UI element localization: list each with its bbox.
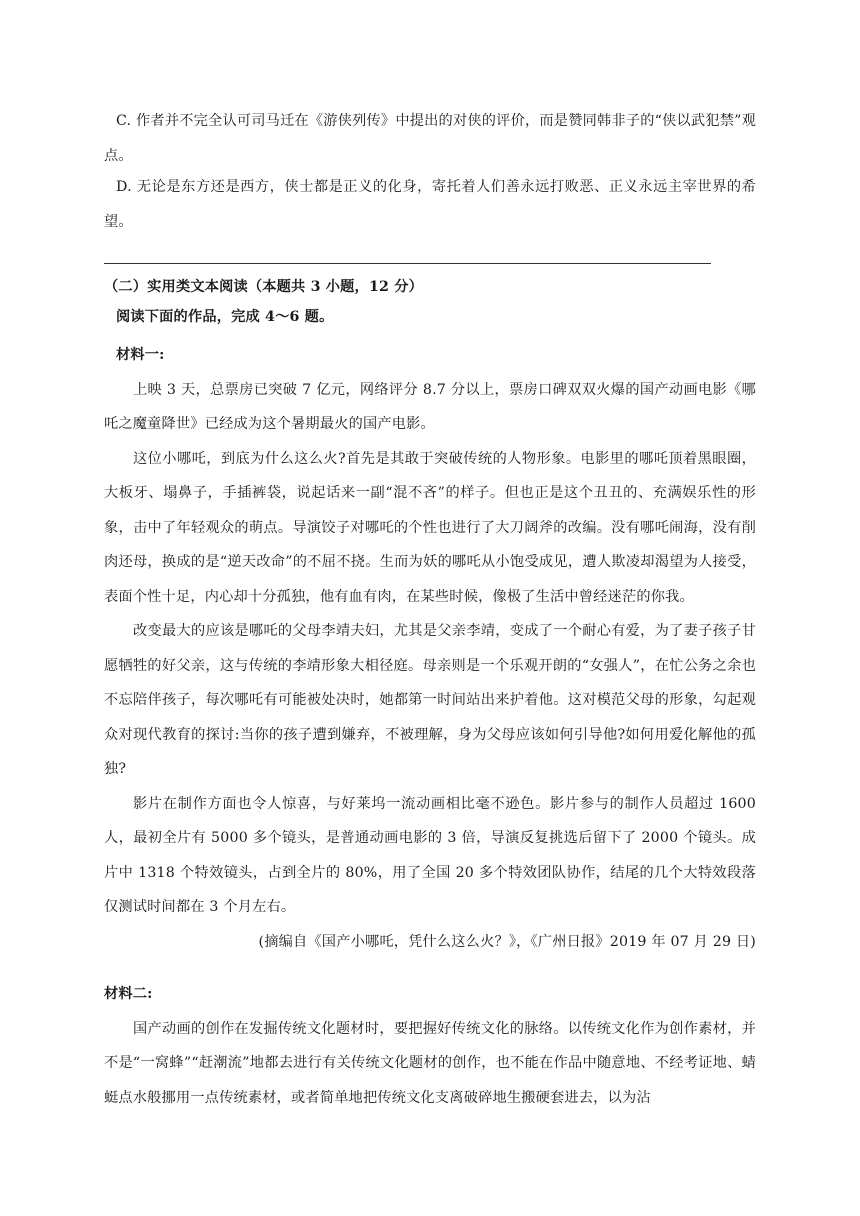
material-two-heading: 材料二: [104,986,153,1002]
material-one [104,338,756,959]
option-d [104,170,756,239]
material-one-source: (摘编自《国产小哪吒，凭什么这么火？》，《广州日报》2019 年 07 月 29 日) [258,933,756,950]
material-one-heading: 材料一: [116,347,165,363]
material-one-paragraph: 影片在制作方面也令人惊喜，与好莱坞一流动画相比毫不逊色。影片参与的制作人员超过 1600 人，最初全片有 5000 多个镜头，是普通动画电影的 3 倍，导演反复挑选后留下了 2000 个镜头。成片中 1318 个特效镜头，占到全片的 80%，用了全国 20 多个特效团队协作，结尾的几个大特效段落仅测试时间都在 3 个月左右。 [104,795,756,915]
section-instruction: 阅读下面的作品，完成 4～6 题。 [116,309,334,325]
section-title: （二）实用类文本阅读（本题共 3 小题，12 分） [104,279,423,295]
option-c-label: C. [116,113,132,129]
option-d-text [104,170,756,239]
section-header [104,272,756,332]
material-two [104,977,756,1115]
material-one-paragraph: 上映 3 天，总票房已突破 7 亿元，网络评分 8.7 分以上，票房口碑双双火爆的国产动画电影《哪吒之魔童降世》已经成为这个暑期最火的国产电影。 [104,381,756,432]
option-c [104,104,756,173]
option-d-label: D. [116,179,132,195]
option-c-body: 作者并不完全认可司马迁在《游侠列传》中提出的对侠的评价，而是赞同韩非子的“侠以武犯禁”观点。 [104,113,756,164]
option-c-text [104,104,756,173]
material-one-paragraph: 改变最大的应该是哪吒的父母李靖夫妇，尤其是父亲李靖，变成了一个耐心有爱，为了妻子孩子甘愿牺牲的好父亲，这与传统的李靖形象大相径庭。母亲则是一个乐观开朗的“女强人”，在忙公务之余也不忘陪伴孩子，每次哪吒有可能被处决时，她都第一时间站出来护着他。这对模范父母的形象，勾起观众对现代教育的探讨:当你的孩子遭到嫌弃，不被理解，身为父母应该如何引导他?如何用爱化解他的孤独? [104,623,756,777]
horizontal-divider [104,263,711,264]
material-two-paragraph: 国产动画的创作在发掘传统文化题材时，要把握好传统文化的脉络。以传统文化作为创作素材，并不是“一窝蜂”“赶潮流”地都去进行有关传统文化题材的创作，也不能在作品中随意地、不经考证地、蜻蜓点水般挪用一点传统素材，或者简单地把传统文化支离破碎地生搬硬套进去，以为沾 [104,1020,756,1106]
option-d-body: 无论是东方还是西方，侠士都是正义的化身，寄托着人们善永远打败恶、正义永远主宰世界的希望。 [104,179,756,230]
material-one-paragraph: 这位小哪吒，到底为什么这么火?首先是其敢于突破传统的人物形象。电影里的哪吒顶着黑眼圈，大板牙、塌鼻子，手插裤袋，说起话来一副“混不吝”的样子。但也正是这个丑丑的、充满娱乐性的形象，击中了年轻观众的萌点。导演饺子对哪吒的个性也进行了大刀阔斧的改编。没有哪吒闹海，没有削肉还母，换成的是“逆天改命”的不屈不挠。生而为妖的哪吒从小饱受成见，遭人欺凌却渴望为人接受，表面个性十足，内心却十分孤独，他有血有肉，在某些时候，像极了生活中曾经迷茫的你我。 [104,450,756,605]
